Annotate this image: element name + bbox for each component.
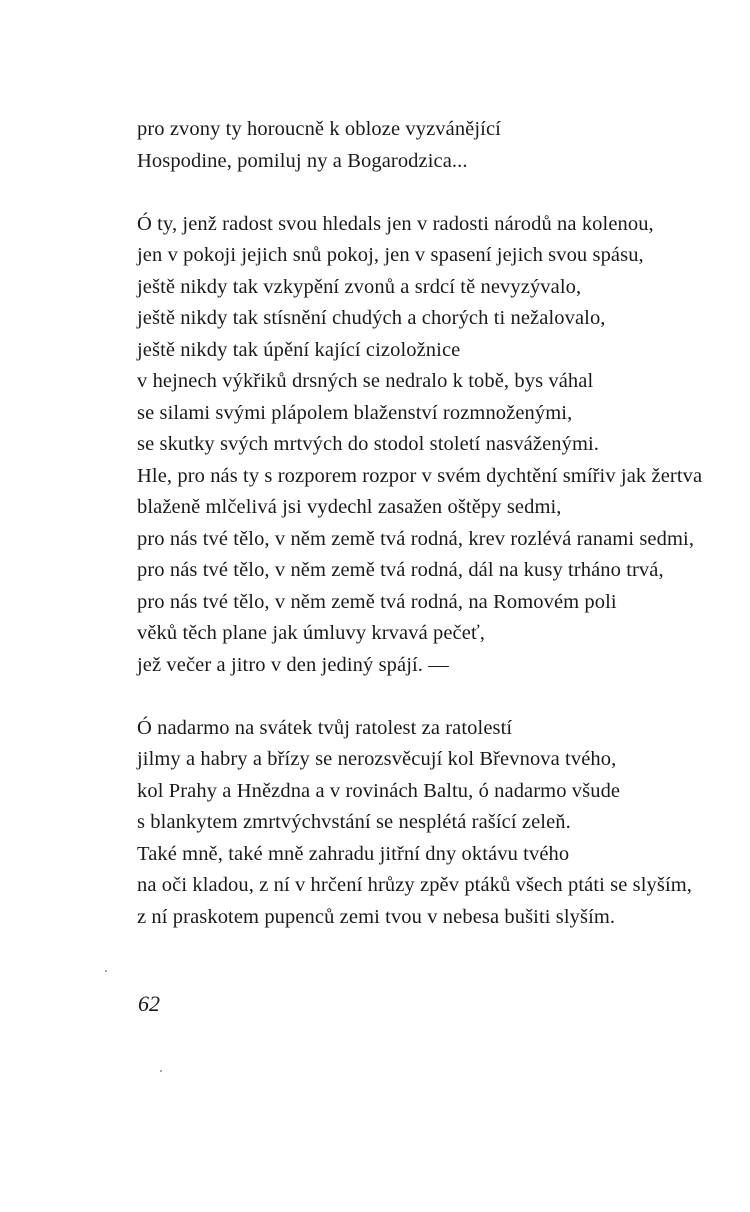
poem-line: pro nás tvé tělo, v něm země tvá rodná, na Romovém poli [137,590,617,613]
poem-text [137,114,742,965]
poem-line: blaženě mlčelivá jsi vydechl zasažen oštěpy sedmi, [137,496,562,518]
poem-line: na oči kladou, z ní v hrčení hrůzy zpěv ptáků všech ptáti se slyším, [137,874,693,896]
poem-line: jilmy a habry a břízy se nerozsvěcují kol Břevnova tvého, [137,748,617,770]
poem-line: jen v pokoji jejich snů pokoj, jen v spasení jejich svou spásu, [137,244,644,266]
poem-line: kol Prahy a Hnězdna a v rovinách Baltu, ó nadarmo všude [137,779,621,802]
scan-speck [105,970,107,972]
page-number: 62 [138,991,160,1016]
poem-line: Hospodine, pomiluj ny a Bogarodzica... [137,149,468,172]
poem-line: pro nás tvé tělo, v něm země tvá rodná, krev rozlévá ranami sedmi, [137,527,695,550]
stanza-2 [137,209,742,682]
stanza-1 [137,114,742,177]
poem-line: Hle, pro nás ty s rozporem rozpor v svém dychtění smířiv jak žertva [137,464,703,487]
poem-line: věků těch plane jak úmluvy krvavá pečeť, [137,622,486,644]
poem-line: z ní praskotem pupenců zemi tvou v nebesa bušiti slyším. [137,905,616,928]
poem-line: pro nás tvé tělo, v něm země tvá rodná, dál na kusy trháno trvá, [137,559,664,581]
poem-line: s blankytem zmrtvýchvstání se nesplétá rašící zeleň. [137,811,571,833]
poem-line: se silami svými plápolem blaženství rozmnoženými, [137,401,573,424]
poem-line: v hejnech výkřiků drsných se nedralo k tobě, bys váhal [137,370,594,392]
poem-line: ještě nikdy tak stísnění chudých a chorých ti nežalovalo, [137,307,606,329]
poem-line: jež večer a jitro v den jediný spájí. — [137,653,449,676]
scan-speck [160,1070,162,1072]
poem-line: pro zvony ty horoucně k obloze vyzvánějící [137,118,501,140]
poem-line: Ó ty, jenž radost svou hledals jen v radosti národů na kolenou, [137,212,654,235]
poem-line: Také mně, také mně zahradu jitřní dny oktávu tvého [137,842,570,865]
poem-line: se skutky svých mrtvých do stodol století nasváženými. [137,433,600,455]
poem-line: ještě nikdy tak vzkypění zvonů a srdcí tě nevyzývalo, [137,275,582,298]
poem-line: Ó nadarmo na svátek tvůj ratolest za ratolestí [137,716,513,739]
stanza-3 [137,713,742,934]
poem-line: ještě nikdy tak úpění kající cizoložnice [137,338,461,361]
